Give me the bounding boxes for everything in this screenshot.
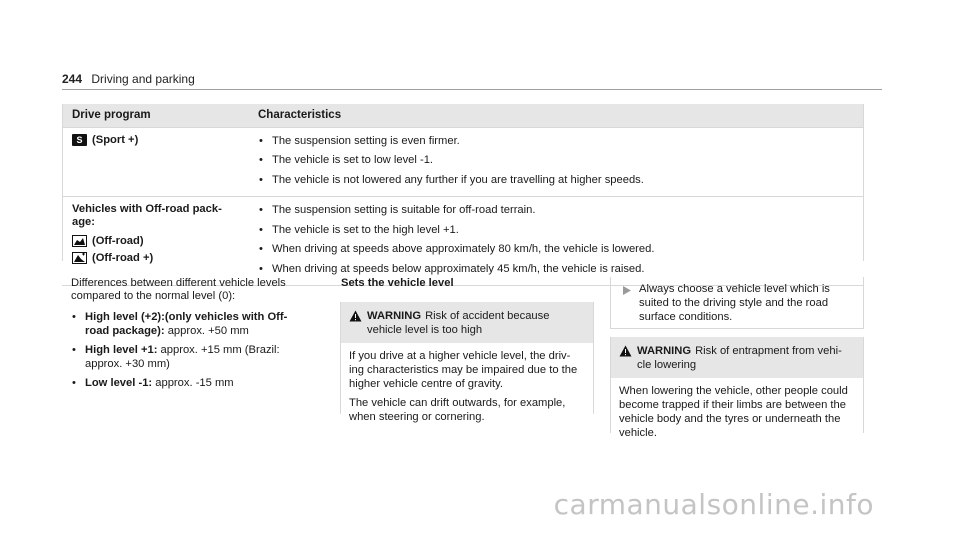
table-border <box>863 104 864 261</box>
warning-body <box>611 378 863 447</box>
level-value: approx. -15 mm <box>155 376 234 389</box>
warning-paragraph: When lowering the vehicle, other people could become trapped if their limbs are between the vehicle body and the tyres or underneath the vehicle. <box>619 385 848 439</box>
list-item <box>71 310 311 338</box>
row-heading: Vehicles with Off-road pack-age: <box>72 203 222 229</box>
program-label: (Sport +) <box>92 133 139 146</box>
warning-paragraph: The vehicle can drift outwards, for example, when steering or cornering. <box>349 397 566 423</box>
list-item: • The suspension setting is even firmer. <box>258 134 854 148</box>
levels-intro: Differences between different vehicle levels compared to the normal level (0): <box>71 277 286 303</box>
warning-box-entrapment <box>610 337 864 439</box>
drive-program-table <box>62 104 864 286</box>
list-item: • The vehicle is set to the high level +1. <box>258 223 854 237</box>
warning-body <box>341 343 593 431</box>
sets-vehicle-level-section <box>340 277 595 289</box>
page-header <box>62 72 195 86</box>
list-item: • The vehicle is not lowered any further if you are travelling at higher speeds. <box>258 173 854 187</box>
off-road-icon <box>72 235 87 247</box>
off-road-plus-icon <box>72 252 87 264</box>
list-item: • The suspension setting is suitable for off-road terrain. <box>258 203 854 217</box>
list-item <box>71 343 311 371</box>
level-label: Low level -1: <box>85 376 153 389</box>
section-heading: Sets the vehicle level <box>341 277 454 289</box>
warning-header <box>341 302 593 343</box>
warning-header <box>611 337 863 378</box>
warning-headline: Risk of accident because vehicle level is too high <box>367 310 550 336</box>
program-label: (Off-road) <box>92 234 144 247</box>
sport-s-icon: S <box>72 134 87 146</box>
header-rule <box>62 89 882 90</box>
program-off-road <box>72 235 244 247</box>
vehicle-levels-section <box>71 277 311 395</box>
warning-triangle-icon <box>619 345 632 361</box>
list-item: • The vehicle is set to low level -1. <box>258 153 854 167</box>
warning-headline: Risk of entrapment from vehi-cle lowering <box>637 345 842 371</box>
column-header-characteristics: Characteristics <box>254 104 864 127</box>
level-value: approx. +15 mm (Brazil: approx. +30 mm) <box>85 343 280 370</box>
warning-triangle-icon <box>349 310 362 326</box>
warning-word: WARNING <box>637 345 692 357</box>
page-number: 244 <box>62 72 83 86</box>
note-box <box>610 277 864 329</box>
warning-word: WARNING <box>367 310 422 322</box>
level-label: High level +1: <box>85 343 158 356</box>
table-row <box>62 127 864 197</box>
section-title: Driving and parking <box>91 72 195 86</box>
list-item <box>71 376 311 390</box>
warning-paragraph: If you drive at a higher vehicle level, the driv-ing characteristics may be impaired due to the higher vehicle centre of gravity. <box>349 350 578 390</box>
table-border <box>62 104 63 261</box>
list-item: • When driving at speeds above approximately 80 km/h, the vehicle is lowered. <box>258 242 854 256</box>
watermark: carmanualsonline.info <box>553 488 874 521</box>
list-item: • When driving at speeds below approximately 45 km/h, the vehicle is raised. <box>258 262 854 276</box>
level-label: High level (+2):(only vehicles with Off-road package): <box>85 310 288 337</box>
warning-box-accident <box>340 302 594 423</box>
table-row <box>62 197 864 286</box>
program-off-road-plus <box>72 252 244 264</box>
level-value: approx. +50 mm <box>167 324 249 337</box>
program-label: (Off-road +) <box>92 251 154 264</box>
program-sport-plus <box>72 134 244 146</box>
column-header-drive-program: Drive program <box>62 104 254 127</box>
arrow-right-icon <box>623 285 631 299</box>
note-text: Always choose a vehicle level which is suited to the driving style and the road surface conditions. <box>639 283 830 323</box>
